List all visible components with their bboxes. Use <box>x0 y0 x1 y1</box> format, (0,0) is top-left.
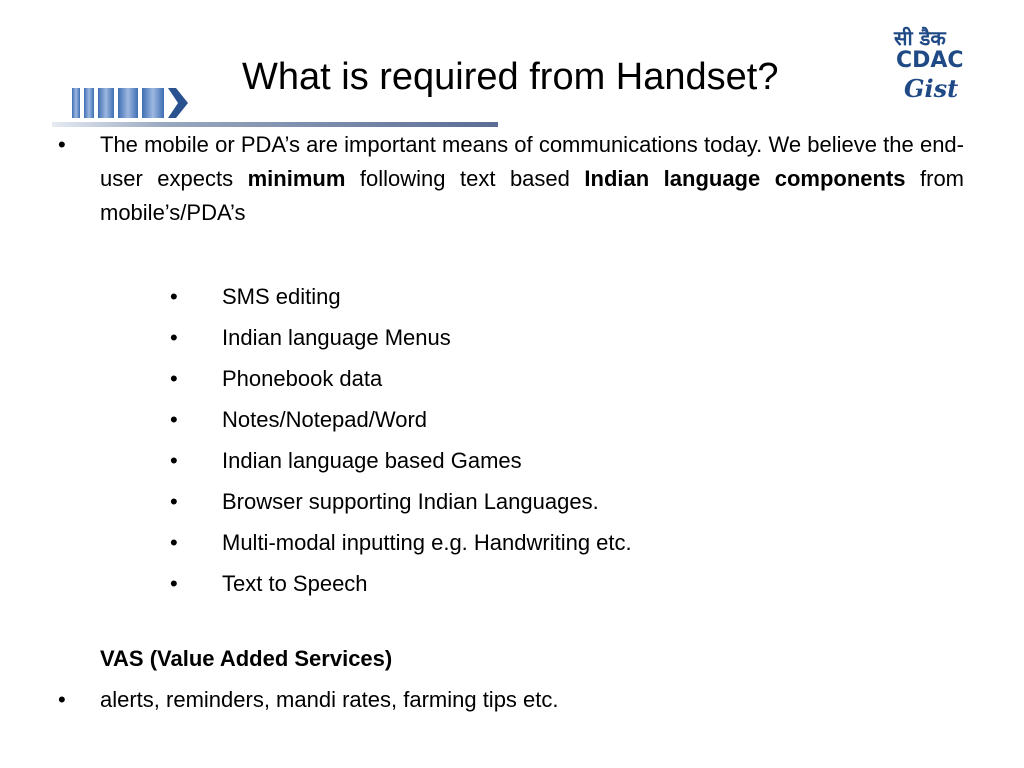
components-list <box>58 276 964 604</box>
component-label: Text to Speech <box>222 571 368 596</box>
component-label: Phonebook data <box>222 366 383 391</box>
bullet-dot: • <box>170 407 178 432</box>
slide-title: What is required from Handset? <box>242 56 779 98</box>
list-item <box>58 563 964 604</box>
logo-hindi-text: सी डैक <box>894 26 946 50</box>
logo-cdac-text: CDAC <box>896 48 964 73</box>
component-label: Multi-modal inputting e.g. Handwriting etc. <box>222 530 632 555</box>
component-label: Notes/Notepad/Word <box>222 407 428 432</box>
bullet-dot: • <box>58 132 66 157</box>
title-underline <box>52 122 498 127</box>
bullet-dot: • <box>170 325 178 350</box>
blue-bars-arrow-icon <box>70 84 190 126</box>
bullet-dot: • <box>58 687 66 712</box>
list-item <box>58 440 964 481</box>
component-label: Indian language based Games <box>222 448 522 473</box>
list-item <box>58 276 964 317</box>
intro-bold-minimum: minimum <box>247 166 346 191</box>
bullet-dot: • <box>170 284 178 309</box>
logo-gist-text: Gist <box>904 74 959 103</box>
list-item <box>58 399 964 440</box>
component-label: Indian language Menus <box>222 325 451 350</box>
intro-text-3: from mobile’s/PDA’s <box>100 166 965 225</box>
bullet-dot: • <box>170 448 178 473</box>
list-item <box>58 481 964 522</box>
intro-bullet <box>58 128 964 230</box>
component-label: SMS editing <box>222 284 341 309</box>
bullet-dot: • <box>170 366 178 391</box>
cdac-gist-logo <box>890 22 970 106</box>
list-item <box>58 358 964 399</box>
list-item <box>58 317 964 358</box>
vas-item-text: alerts, reminders, mandi rates, farming tips etc. <box>100 687 559 712</box>
bullet-dot: • <box>170 489 178 514</box>
list-item <box>58 522 964 563</box>
slide-body <box>58 128 964 720</box>
bullet-dot: • <box>170 571 178 596</box>
intro-text-1: The mobile or PDA’s are important means of communications today. We believe the end-user expects <box>100 132 964 191</box>
intro-text-2: following text based <box>345 166 585 191</box>
bullet-dot: • <box>170 530 178 555</box>
intro-bold-components: Indian language components <box>584 166 906 191</box>
vas-bullet <box>58 679 964 720</box>
component-label: Browser supporting Indian Languages. <box>222 489 599 514</box>
vas-heading: VAS (Value Added Services) <box>100 646 393 671</box>
